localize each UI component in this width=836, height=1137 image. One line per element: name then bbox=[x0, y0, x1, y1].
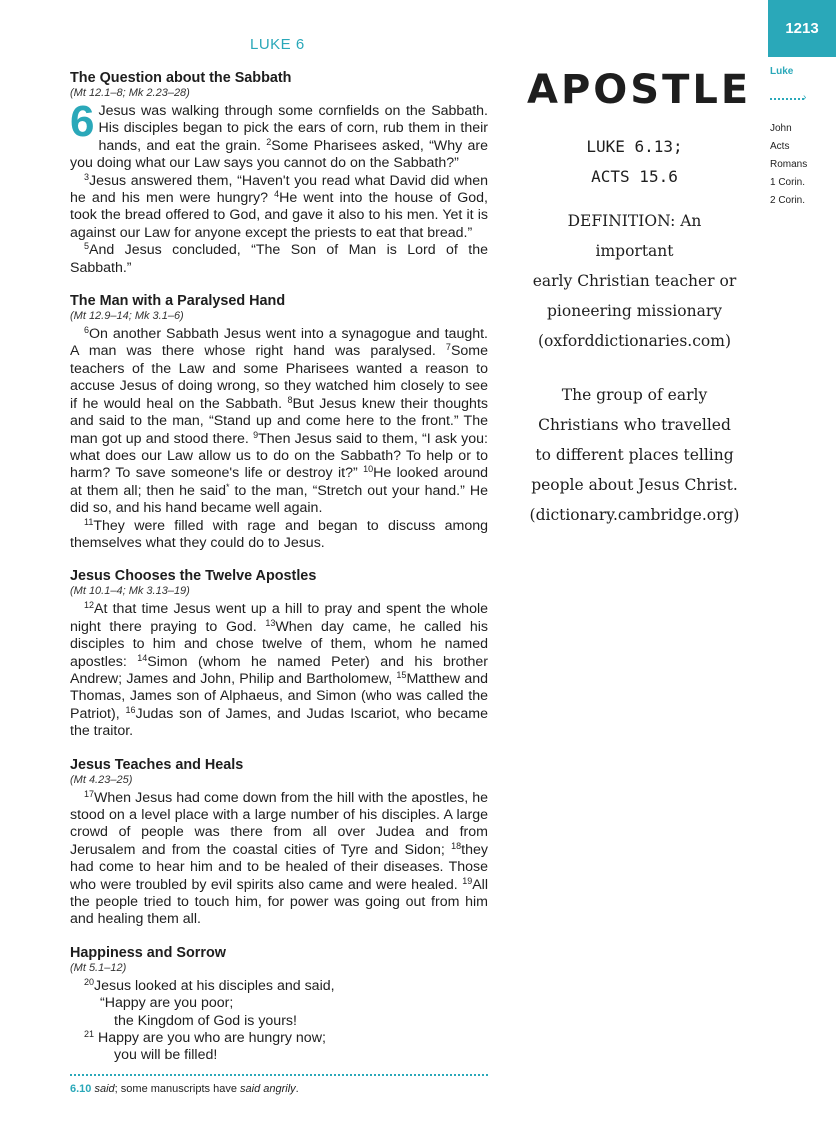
verse-number: 6 bbox=[84, 325, 90, 336]
definition-line: Christians who travelled bbox=[538, 416, 731, 434]
verse-text: Jesus answered them, “Haven't you read what David did when he and his men were hungry? bbox=[70, 172, 488, 207]
verse-text: Some teachers of the Law and some Pharisees wanted a reason to accuse Jesus of doing wrong, so they watched him closely to see if he would heal on the Sabbath. bbox=[70, 343, 488, 412]
section-cross-reference: (Mt 4.23–25) bbox=[70, 773, 133, 786]
verse-number: 8 bbox=[287, 394, 293, 405]
verse-number: 18 bbox=[451, 840, 462, 851]
section-title: The Question about the Sabbath bbox=[70, 70, 292, 86]
verse-text: Simon (whom he named Peter) and his brother Andrew; James and John, Philip and Bartholomew, bbox=[70, 653, 488, 687]
section-question-about-sabbath bbox=[70, 70, 488, 277]
word-definition-sidebar bbox=[527, 66, 752, 530]
definition-line: pioneering missionary bbox=[547, 302, 722, 320]
section-title: Happiness and Sorrow bbox=[70, 944, 226, 961]
sidebar-definition bbox=[527, 206, 742, 356]
verse-number: 13 bbox=[265, 617, 276, 628]
verse-text: to the man, “Stretch out your hand.” He did so, and his hand became well again. bbox=[70, 482, 488, 517]
sidebar-reference: LUKE 6.13; bbox=[586, 137, 683, 156]
verse-text: He looked around at them all; then he said bbox=[70, 465, 488, 499]
sidebar-title: APOSTLE bbox=[527, 67, 752, 113]
poem-line bbox=[70, 1030, 488, 1047]
section-happiness-and-sorrow bbox=[70, 945, 488, 1065]
nav-current-book[interactable]: Luke bbox=[770, 66, 794, 77]
footnote-end: . bbox=[295, 1083, 299, 1095]
verse-text: And Jesus concluded, “The Son of Man is Lord of the Sabbath.” bbox=[70, 242, 488, 276]
definition-line: The group of early bbox=[561, 386, 708, 404]
sidebar-reference: ACTS 15.6 bbox=[591, 167, 678, 186]
footnote-word: said bbox=[94, 1083, 115, 1095]
poem-line: the Kingdom of God is yours! bbox=[114, 1012, 297, 1029]
verse-text: Jesus looked at his disciples and said, bbox=[94, 977, 335, 994]
poem-line: “Happy are you poor; bbox=[100, 995, 234, 1012]
verse-number: 3 bbox=[84, 171, 90, 182]
nav-item-romans[interactable]: Romans bbox=[770, 159, 808, 170]
verse-number: 20 bbox=[84, 976, 95, 987]
running-head: LUKE 6 bbox=[250, 36, 305, 53]
section-cross-reference: (Mt 10.1–4; Mk 3.13–19) bbox=[70, 585, 190, 598]
verse-text: Jesus was walking through some cornfields on the Sabbath. His disciples began to pick the ears of corn, rub them in their hands, and eat the grain. bbox=[98, 103, 488, 154]
footnote-reference: 6.10 bbox=[70, 1083, 92, 1095]
sidebar-definition-2 bbox=[527, 380, 742, 530]
chapter-number: 6 bbox=[70, 97, 95, 146]
verse-text: At that time Jesus went up a hill to pray and spent the whole night there praying to God. bbox=[70, 601, 488, 635]
definition-source: (oxforddictionaries.com) bbox=[537, 332, 731, 350]
verse-number: 14 bbox=[137, 652, 148, 663]
verse-paragraph bbox=[70, 242, 488, 277]
definition-line: people about Jesus Christ. bbox=[531, 476, 738, 494]
verse-paragraph bbox=[70, 601, 488, 740]
section-cross-reference: (Mt 12.1–8; Mk 2.23–28) bbox=[70, 87, 190, 99]
verse-text: Judas son of James, and Judas Iscariot, who became the traitor. bbox=[70, 705, 488, 740]
footnote-alternative: said angrily bbox=[240, 1083, 296, 1095]
page-number-tab: 1213 bbox=[768, 0, 836, 57]
section-cross-reference: (Mt 5.1–12) bbox=[70, 961, 127, 974]
section-cross-reference: (Mt 12.9–14; Mk 3.1–6) bbox=[70, 310, 184, 323]
definition-line: to different places telling bbox=[535, 446, 734, 464]
chevron-right-icon: › bbox=[803, 92, 807, 103]
verse-text: But Jesus knew their thoughts and said to the man, “Stand up and come here to the front.” The man got up and stood there. bbox=[70, 395, 488, 447]
verse-text: Matthew and Thomas, James son of Alphaeus, and Simon (who was called the Patriot), bbox=[70, 670, 488, 722]
nav-item-2-corinthians[interactable]: 2 Corin. bbox=[770, 195, 806, 206]
scripture-column bbox=[70, 70, 488, 1071]
section-twelve-apostles bbox=[70, 568, 488, 740]
footnote-text: ; some manuscripts have bbox=[114, 1083, 241, 1095]
verse-number: 2 bbox=[266, 136, 272, 147]
verse-paragraph bbox=[70, 173, 488, 243]
verse-number: 10 bbox=[363, 464, 374, 475]
verse-paragraph bbox=[70, 97, 488, 173]
section-title: Jesus Teaches and Heals bbox=[70, 756, 244, 773]
verse-text: Then Jesus said to them, “I ask you: what does our Law allow us to do on the Sabbath? To help or to harm? To save someone's life or destroy it?” bbox=[70, 430, 488, 482]
verse-number: 11 bbox=[84, 516, 94, 527]
verse-paragraph bbox=[70, 326, 488, 517]
verse-text: Some Pharisees asked, “Why are you doing what our Law says you cannot do on the Sabbath?” bbox=[70, 137, 488, 172]
verse-number: 5 bbox=[84, 241, 90, 252]
definition-line: DEFINITION: An important bbox=[567, 212, 702, 260]
verse-text: They were filled with rage and began to discuss among themselves what they could do to Jesus. bbox=[70, 517, 488, 551]
verse-number: 16 bbox=[125, 704, 136, 715]
verse-number: 9 bbox=[253, 429, 259, 440]
verse-text: they had come to hear him and to be healed of their diseases. Those who were troubled by evil spirits also came and were healed. bbox=[70, 841, 488, 893]
footnote-marker[interactable]: * bbox=[225, 481, 230, 492]
verse-number: 17 bbox=[84, 788, 95, 799]
nav-item-acts[interactable]: Acts bbox=[770, 141, 790, 152]
nav-dotted-divider bbox=[770, 98, 804, 100]
footnote bbox=[70, 1083, 299, 1095]
verse-number: 19 bbox=[462, 875, 473, 886]
verse-paragraph bbox=[70, 518, 488, 553]
section-title: Jesus Chooses the Twelve Apostles bbox=[70, 568, 317, 585]
nav-item-john[interactable]: John bbox=[770, 123, 792, 134]
nav-item-1-corinthians[interactable]: 1 Corin. bbox=[770, 177, 806, 188]
section-paralysed-hand bbox=[70, 293, 488, 552]
poem-line bbox=[70, 978, 488, 995]
footnote-divider bbox=[70, 1074, 488, 1076]
definition-line: early Christian teacher or bbox=[532, 272, 737, 290]
verse-number: 21 bbox=[84, 1029, 95, 1040]
poem-line: you will be filled! bbox=[114, 1047, 218, 1064]
verse-text: When Jesus had come down from the hill with the apostles, he stood on a level place with a large number of his disciples. A large crowd of people was there from all over Judea and from Jerusalem and from the coastal cities of Tyre and Sidon; bbox=[70, 789, 488, 858]
verse-text: All the people tried to touch him, for power was going out from him and healing them all. bbox=[70, 876, 488, 928]
definition-source: (dictionary.cambridge.org) bbox=[529, 506, 740, 524]
verse-number: 15 bbox=[396, 669, 407, 680]
verse-text: On another Sabbath Jesus went into a synagogue and taught. A man was there whose right hand was paralysed. bbox=[70, 326, 488, 360]
section-teaches-and-heals bbox=[70, 757, 488, 929]
verse-text: Happy are you who are hungry now; bbox=[97, 1030, 326, 1047]
verse-number: 12 bbox=[84, 600, 95, 611]
verse-number: 4 bbox=[274, 189, 280, 200]
verse-text: When day came, he called his disciples to him and chose twelve of them, whom he named apostles: bbox=[70, 618, 488, 670]
section-title: The Man with a Paralysed Hand bbox=[70, 293, 286, 310]
verse-number: 7 bbox=[445, 342, 451, 353]
verse-paragraph bbox=[70, 790, 488, 929]
verse-text: He went into the house of God, took the bread offered to God, and gave it also to his men. Yet it is against our Law for anyone except the priests to eat that bread.” bbox=[70, 190, 488, 241]
book-nav-list bbox=[770, 122, 807, 212]
